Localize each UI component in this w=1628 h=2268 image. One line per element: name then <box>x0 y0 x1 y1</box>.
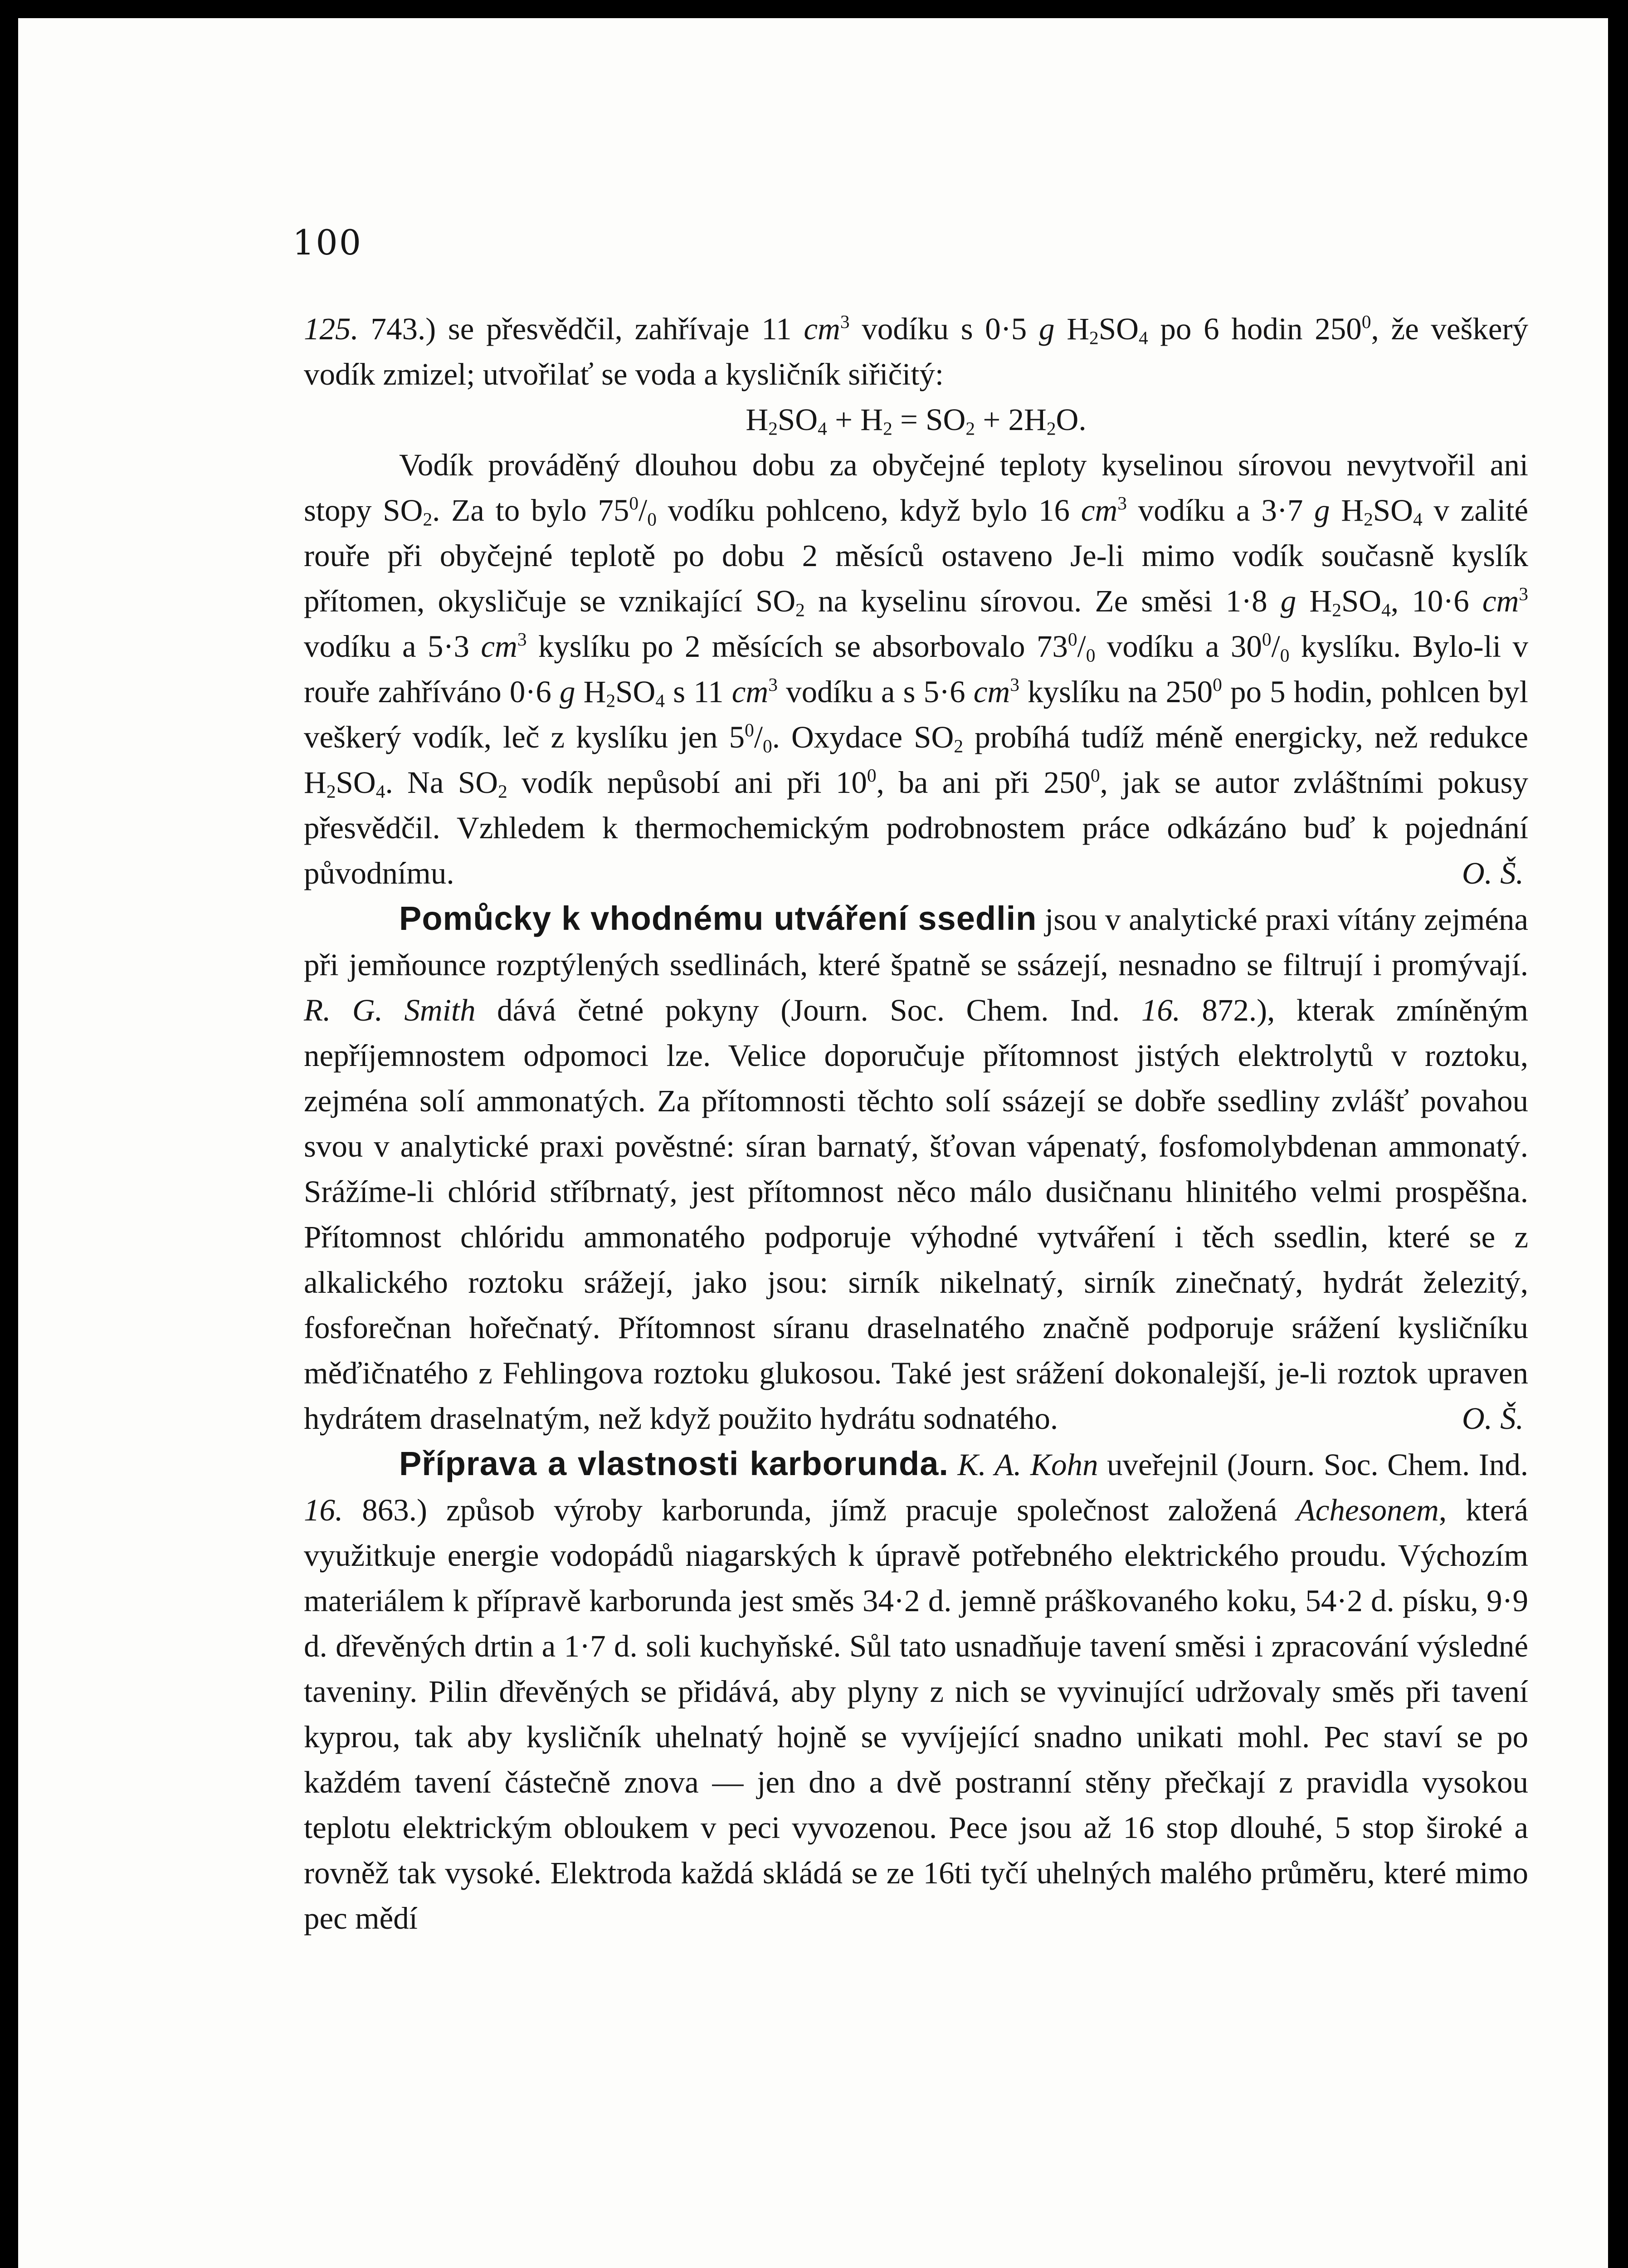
unit: cm <box>1482 584 1519 618</box>
text-run: O. <box>1056 402 1087 437</box>
superscript: 0 <box>1361 311 1371 332</box>
text-run: vodík nepůsobí ani při 10 <box>507 765 867 800</box>
section-heading-karborundum: Příprava a vlastnosti karborunda. <box>399 1445 949 1482</box>
section-heading-pomucky: Pomůcky k vhodnému utváření ssedlin <box>399 899 1037 937</box>
text-run: vodíku s 0·5 <box>849 312 1039 346</box>
unit: cm <box>804 312 840 346</box>
subscript: 2 <box>423 508 433 530</box>
text-run: + H <box>827 402 883 437</box>
text-run <box>949 1447 958 1482</box>
subscript: 2 <box>1332 599 1341 621</box>
text-run: . Na SO <box>385 765 498 800</box>
page <box>18 18 1608 2268</box>
text-run: vodíku a 30 <box>1095 629 1262 664</box>
superscript: 3 <box>1010 674 1019 695</box>
paragraph-karborundum <box>304 1441 1528 1941</box>
text-run: Vodík prováděný dlouhou dobu za obyčejné teploty kyselinou sírovou nevytvořil ani stopy SO <box>304 448 1528 528</box>
text-run: , ba ani při 250 <box>876 765 1091 800</box>
subscript: 0 <box>647 508 657 530</box>
text-run: / <box>1271 629 1280 664</box>
text-run: SO <box>777 402 818 437</box>
superscript: 0 <box>867 765 877 786</box>
text-run: uveřejnil (Journ. Soc. Chem. Ind. <box>1098 1447 1529 1482</box>
signature: O. Š. <box>1462 856 1524 890</box>
text-run: / <box>639 493 648 528</box>
subscript: 2 <box>1089 327 1099 348</box>
text-run: + 2H <box>975 402 1047 437</box>
unit: g <box>1314 493 1330 528</box>
unit: g <box>559 675 575 709</box>
subscript: 4 <box>375 781 385 802</box>
subscript: 4 <box>655 690 665 711</box>
subscript: 0 <box>1086 645 1096 666</box>
paragraph-pomucky <box>304 896 1528 1441</box>
text-run: 743.) se přesvědčil, zahřívaje 11 <box>358 312 804 346</box>
author-name: K. A. Kohn <box>957 1447 1098 1482</box>
subscript: 2 <box>606 690 616 711</box>
superscript: 0 <box>1067 629 1077 650</box>
subscript: 0 <box>763 735 772 757</box>
signature: O. Š. <box>1462 1401 1524 1436</box>
text-run: , že veškerý vodík zmizel; utvořilať se voda a kysličník siřičitý: <box>304 312 1529 391</box>
text-run: dává četné pokyny (Journ. Soc. Chem. Ind. <box>475 993 1141 1027</box>
subscript: 2 <box>795 599 805 621</box>
unit: cm <box>731 675 769 709</box>
text-run: vodíku a s 5·6 <box>777 675 974 709</box>
text-run: 863.) způsob výroby karborunda, jímž pracuje společnost založená <box>343 1493 1297 1527</box>
text-run: SO <box>615 675 656 709</box>
paragraph-vodik-experiments <box>304 442 1528 896</box>
text-run: H <box>746 402 769 437</box>
volume-number: 16. <box>1141 993 1180 1027</box>
paragraph-hydrogen-sulfuric-acid <box>304 306 1528 397</box>
superscript: 0 <box>629 493 639 514</box>
superscript: 3 <box>1519 583 1528 605</box>
superscript: 0 <box>1262 629 1272 650</box>
subscript: 2 <box>1046 418 1056 439</box>
text-run: SO <box>1341 584 1382 618</box>
superscript: 3 <box>517 629 527 650</box>
subscript: 4 <box>1413 508 1423 530</box>
unit: g <box>1280 584 1297 618</box>
text-run: kyslíku po 2 měsících se absorbovalo 73 <box>526 629 1068 664</box>
text-run: kyslíku. Bylo-li v rouře zahříváno 0·6 <box>304 629 1528 709</box>
superscript: 0 <box>745 719 754 741</box>
text-run: , 10·6 <box>1390 584 1482 618</box>
subscript: 2 <box>883 418 892 439</box>
text-run: vodíku a 3·7 <box>1126 493 1315 528</box>
subscript: 2 <box>326 781 336 802</box>
text-run: po 5 hodin, pohlcen byl veškerý vodík, leč z kyslíku jen 5 <box>304 675 1528 754</box>
superscript: 0 <box>1090 765 1100 786</box>
text-run: 872.), kterak zmíněným nepříjemnostem odpomoci lze. Velice doporučuje přítomnost jistých elektrolytů v roztoku, zejména solí ammonatých. Za přítomnosti těchto solí ssázejí se dobře ssedliny zvlášť povahou svou v analytické praxi pověstné: síran barnatý, šťovan vápenatý, fosfomolybdenan ammonatý. Srážíme-li chlórid stříbrnatý, jest přítomnost něco málo dusičnanu hlinitého velmi prospěšna. Přítomnost chlóridu ammonatého podporuje výhodné vytváření i těch ssedlin, které se z alkalického roztoku srážejí, jako jsou: sirník nikelnatý, sirník zinečnatý, hydrát železitý, fosforečnan hořečnatý. Přítomnost síranu draselnatého značně podporuje srážení kysličníku měďičnatého z Fehlingova roztoku glukosou. Také jest srážení dokonalejší, je-li roztok upraven hydrátem draselnatým, než když použito hydrátu sodnatého. <box>304 993 1529 1436</box>
text-run: H <box>1330 493 1364 528</box>
subscript: 2 <box>768 418 778 439</box>
subscript: 4 <box>1138 327 1148 348</box>
superscript: 3 <box>1117 493 1127 514</box>
subscript: 2 <box>498 781 507 802</box>
text-run: SO <box>1373 493 1413 528</box>
text-run: , která využitkuje energie vodopádů niagarských k úpravě potřebného elektrického proudu. Výchozím materiálem k přípravě karborunda jest směs 34·2 d. jemně práškovaného koku, 54·2 d. písku, 9·9 d. dřevěných drtin a 1·7 d. soli kuchyňské. Sůl tato usnadňuje tavení směsi i zpracování výsledné taveniny. Pilin dřevěných se přidává, aby plyny z nich se vyvinující udržovaly směs při tavení kyprou, tak aby kysličník uhelnatý hojně se vyvíjející snadno unikati mohl. Pec staví se po každém tavení částečně znova — jen dno a dvě postranní stěny přečkají z pravidla vysokou teplotu elektrickým obloukem v peci vyvozenou. Pece jsou až 16 stop dlouhé, 5 stop široké a rovněž tak vysoké. Elektroda každá skládá se ze 16ti tyčí uhelných malého průměru, které mimo pec mědí <box>304 1493 1528 1936</box>
body-text <box>304 306 1528 1941</box>
unit: cm <box>973 675 1010 709</box>
subscript: 4 <box>1381 599 1391 621</box>
superscript: 3 <box>840 311 850 332</box>
text-run: po 6 hodin 250 <box>1148 312 1362 346</box>
superscript: 0 <box>1213 674 1222 695</box>
text-run: vodíku pohlceno, když bylo 16 <box>656 493 1081 528</box>
volume-number: 16. <box>304 1493 343 1527</box>
subscript: 4 <box>818 418 827 439</box>
text-run: probíhá tudíž méně energicky, než redukce H <box>304 720 1528 800</box>
text-run: kyslíku na 250 <box>1019 675 1213 709</box>
text-run: H <box>1296 584 1332 618</box>
text-run: s 11 <box>665 675 732 709</box>
text-run: v zalité rouře při obyčejné teplotě po dobu 2 měsíců ostaveno Je-li mimo vodík současně kyslík přítomen, okysličuje se vznikající SO <box>304 493 1528 618</box>
text-run: . Za to bylo 75 <box>432 493 629 528</box>
subscript: 2 <box>1364 508 1373 530</box>
text-run: / <box>1077 629 1086 664</box>
text-run: , jak se autor zvláštními pokusy přesvědčil. Vzhledem k thermochemickým podrobnostem práce odkázáno buď k pojednání původnímu. <box>304 765 1528 890</box>
author-name: R. G. Smith <box>304 993 476 1027</box>
text-run: / <box>754 720 763 754</box>
text-run: = SO <box>892 402 966 437</box>
subscript: 2 <box>954 735 964 757</box>
page-number: 100 <box>292 222 363 263</box>
text-run: H <box>1054 312 1090 346</box>
company-name: Achesonem <box>1296 1493 1439 1527</box>
unit: cm <box>481 629 517 664</box>
superscript: 3 <box>768 674 778 695</box>
unit: cm <box>1081 493 1118 528</box>
subscript: 2 <box>965 418 975 439</box>
subscript: 0 <box>1280 645 1290 666</box>
text-run: vodíku a 5·3 <box>304 629 481 664</box>
text-run: na kyselinu sírovou. Ze směsi 1·8 <box>804 584 1281 618</box>
text-run: SO <box>336 765 376 800</box>
text-run: H <box>575 675 606 709</box>
text-run: . Oxydace SO <box>772 720 954 754</box>
text-run: SO <box>1098 312 1139 346</box>
text-run: jsou v analytické praxi vítány zejména při jemňounce rozptýlených ssedlinách, které špatně se ssázejí, nesnadno se filtrují i promývají. <box>304 902 1528 982</box>
chemical-equation <box>304 397 1528 442</box>
reference-number: 125. <box>304 312 359 346</box>
unit: g <box>1038 312 1055 346</box>
